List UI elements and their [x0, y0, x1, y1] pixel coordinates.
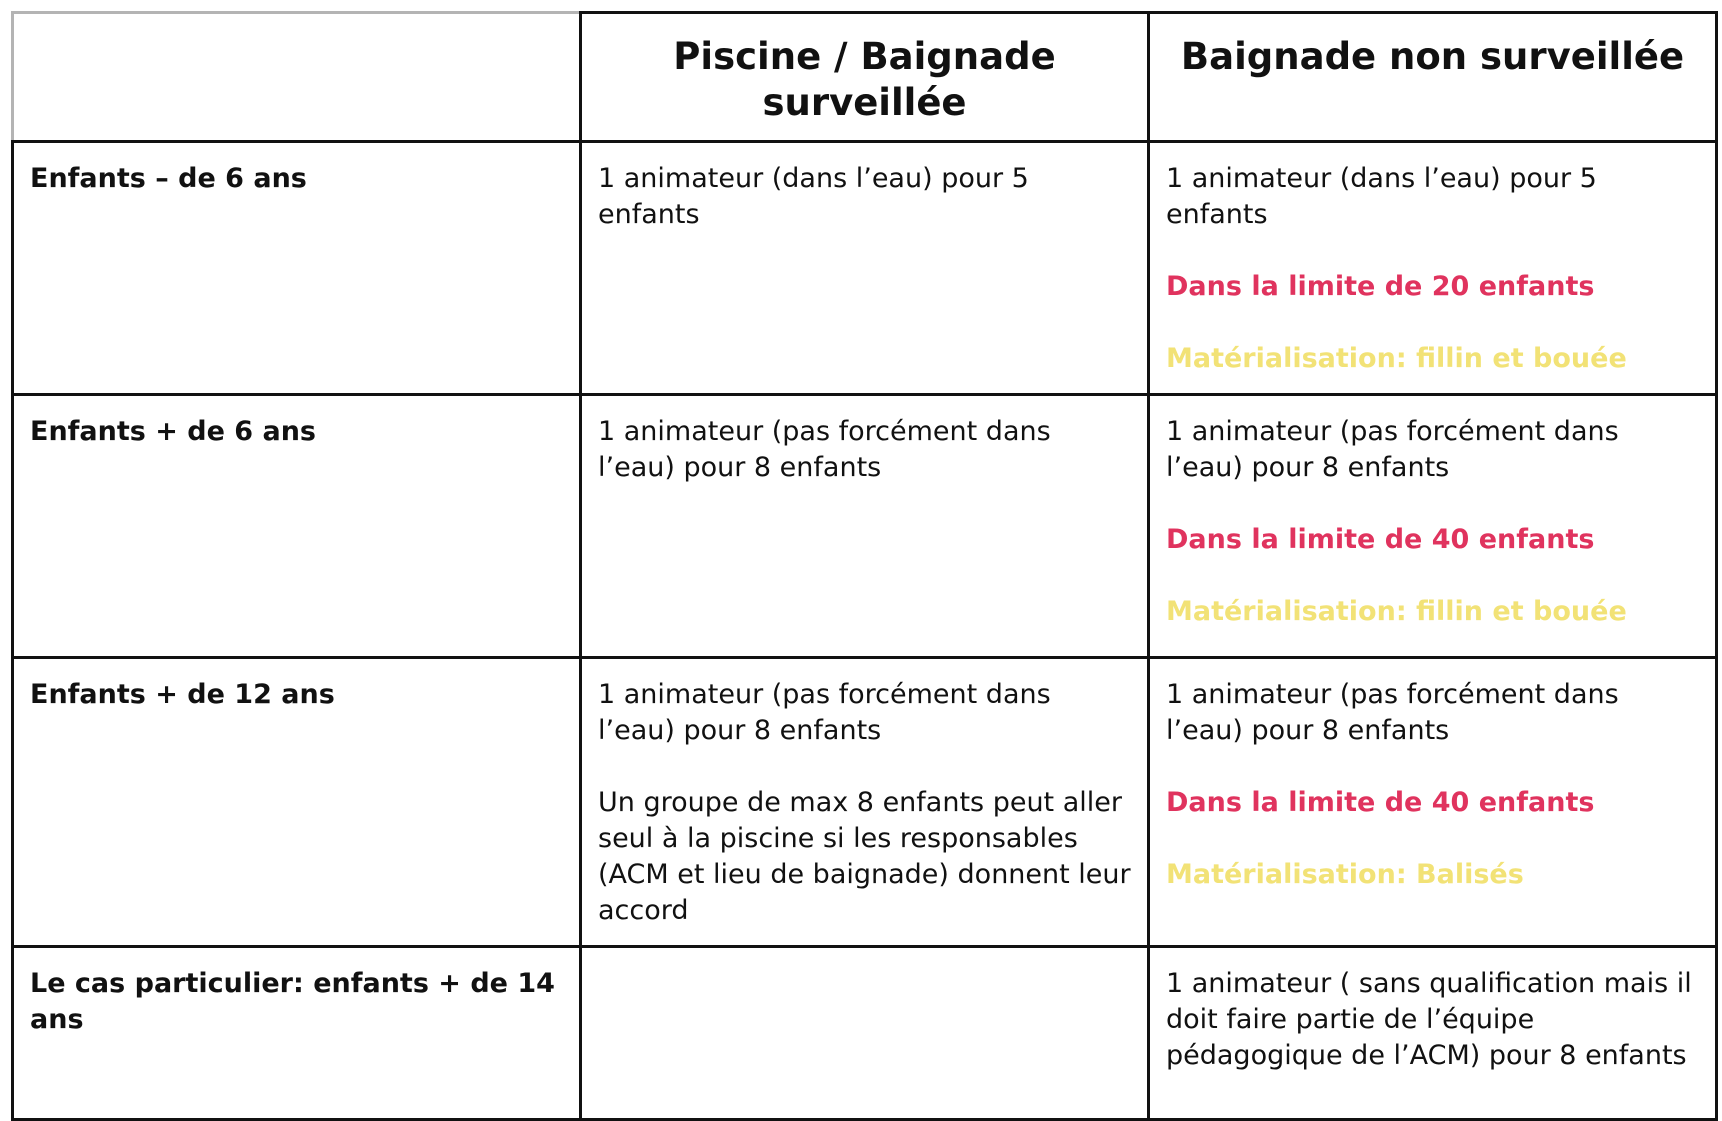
table-header-row	[13, 13, 1717, 142]
corner-cell	[13, 13, 581, 142]
row-label: Enfants + de 12 ans	[13, 658, 581, 947]
header-non-surveillee: Baignade non surveillée	[1149, 13, 1717, 142]
cell-non-surveillee	[1149, 947, 1717, 1120]
ratio-text: 1 animateur (dans l’eau) pour 5 enfants	[1166, 163, 1597, 230]
table-row	[13, 947, 1717, 1120]
cell-surveillee	[581, 658, 1149, 947]
group-note-text: Un groupe de max 8 enfants peut aller seul à la piscine si les responsables (ACM et lieu de baignade) donnent leur accord	[598, 787, 1131, 926]
materialisation-text: Matérialisation: Balisés	[1166, 859, 1524, 890]
ratio-text: 1 animateur (pas forcément dans l’eau) pour 8 enfants	[598, 416, 1051, 483]
limit-text: Dans la limite de 20 enfants	[1166, 271, 1595, 302]
cell-surveillee-empty	[581, 947, 1149, 1120]
table-row	[13, 142, 1717, 395]
materialisation-text: Matérialisation: fillin et bouée	[1166, 596, 1627, 627]
ratio-text: 1 animateur (dans l’eau) pour 5 enfants	[598, 163, 1029, 230]
ratio-text: 1 animateur (pas forcément dans l’eau) pour 8 enfants	[1166, 679, 1619, 746]
table-row	[13, 395, 1717, 658]
cell-non-surveillee	[1149, 658, 1717, 947]
supervision-ratio-table	[11, 11, 1718, 1121]
limit-text: Dans la limite de 40 enfants	[1166, 524, 1595, 555]
ratio-text: 1 animateur ( sans qualification mais il doit faire partie de l’équipe pédagogique de l’ACM) pour 8 enfants	[1166, 968, 1692, 1071]
table-row	[13, 658, 1717, 947]
limit-text: Dans la limite de 40 enfants	[1166, 787, 1595, 818]
cell-non-surveillee	[1149, 142, 1717, 395]
row-label: Enfants – de 6 ans	[13, 142, 581, 395]
row-label: Enfants + de 6 ans	[13, 395, 581, 658]
cell-surveillee	[581, 142, 1149, 395]
ratio-text: 1 animateur (pas forcément dans l’eau) pour 8 enfants	[1166, 416, 1619, 483]
ratio-text: 1 animateur (pas forcément dans l’eau) pour 8 enfants	[598, 679, 1051, 746]
cell-surveillee	[581, 395, 1149, 658]
header-surveillee: Piscine / Baignade surveillée	[581, 13, 1149, 142]
materialisation-text: Matérialisation: fillin et bouée	[1166, 343, 1627, 374]
cell-non-surveillee	[1149, 395, 1717, 658]
row-label: Le cas particulier: enfants + de 14 ans	[13, 947, 581, 1120]
